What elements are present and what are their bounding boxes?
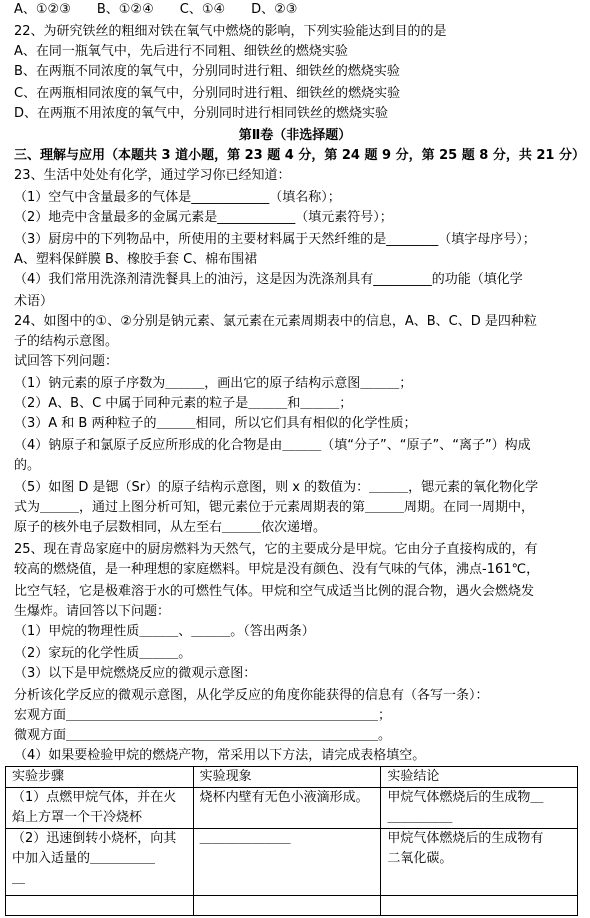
table-row — [6, 788, 578, 829]
q25-stem: 25、现在青岛家庭中的厨房燃料为天然气，它的主要成分是甲烷。它由分子直接构成的，有 — [14, 542, 538, 557]
step-text: 焰上方罩一个干冷烧杯 — [12, 810, 143, 825]
q25-3-prompt: 分析该化学反应的微观示意图，从化学反应的角度你能获得的信息有（各写一条）： — [14, 688, 489, 703]
q23-stem: 23、生活中处处有化学，通过学习你已经知道： — [14, 168, 291, 183]
step-text: 中加入适量的＿＿＿＿＿ — [12, 851, 156, 866]
conclusion-text: ＿＿＿＿＿ — [387, 810, 453, 825]
table-row-empty — [6, 896, 578, 916]
q23-4: （4）我们常用洗涤剂清洗餐具上的油污，这是因为洗涤剂具有_________的功能（填化学 — [14, 272, 523, 287]
conclusion-text: 二氧化碳。 — [387, 851, 453, 866]
q25-3-macro: 宏观方面＿＿＿＿＿＿＿＿＿＿＿＿＿＿＿＿＿＿＿＿＿＿＿＿； — [14, 708, 392, 723]
q24-4: （4）钠原子和氯原子反应所形成的化合物是由＿＿＿（填“分子”、“原子”、“离子”）构成 — [14, 438, 531, 453]
q24-5-cont2: 原子的核外电子层数相同，从左至右＿＿＿依次递增。 — [14, 520, 327, 535]
step-text: （1）点燃甲烷气体，并在火 — [12, 790, 177, 805]
q21-options: A、①②③ B、①②④ C、①④ D、②③ — [14, 2, 298, 17]
table-header-row — [6, 767, 578, 788]
q24-4-cont: 的。 — [14, 458, 41, 473]
q23-3-options: A、塑料保鲜膜 B、橡胶手套 C、棉布围裙 — [14, 252, 258, 267]
empty-cell — [381, 896, 578, 916]
q24-5-cont: 式为＿＿＿，通过上图分析可知，锶元素位于元素周期表的第＿＿＿周期。在同一周期中， — [14, 500, 535, 515]
phenomenon-cell — [193, 829, 381, 896]
section-title: 第Ⅱ卷（非选择题） — [238, 128, 352, 143]
header-phenomenon: 实验现象 — [193, 767, 381, 788]
q24-stem: 24、如图中的①、②分别是钠元素、氯元素在元素周期表中的信息，A、B、C、D 是四种粒 — [14, 314, 537, 329]
q25-2: （2）家玩的化学性质＿＿＿。 — [14, 646, 192, 661]
q24-3: （3）A 和 B 两种粒子的＿＿＿相同，所以它们具有相似的化学性质； — [14, 416, 417, 431]
q22-option-d: D、在两瓶不用浓度的氧气中，分别同时进行相同铁丝的燃烧实验 — [14, 106, 389, 121]
q23-2: （2）地壳中含量最多的金属元素是____________（填元素符号）； — [14, 210, 393, 225]
phenomenon-cell — [193, 788, 381, 829]
q22-option-a: A、在同一瓶氧气中，先后进行不同粗、细铁丝的燃烧实验 — [14, 44, 348, 59]
q25-4: （4）如果要检验甲烷的燃烧产物，常采用以下方法，请完成表格填空。 — [14, 748, 426, 763]
empty-cell — [6, 896, 194, 916]
header-conclusion: 实验结论 — [381, 767, 578, 788]
q24-stem-cont: 子的结构示意图。 — [14, 334, 119, 349]
phenomenon-text: ＿＿＿＿＿＿＿ — [199, 831, 291, 846]
q25-stem-2: 较高的燃烧值，是一种理想的家庭燃料。甲烷是没有颜色、没有气味的气体，沸点-161℃， — [14, 562, 540, 577]
conclusion-text: 甲烷气体燃烧后的生成物＿ — [387, 790, 544, 805]
q24-5: （5）如图 D 是锶（Sr）的原子结构示意图，则 x 的数值为：＿＿＿，锶元素的氧化物化学 — [14, 480, 539, 495]
empty-cell — [193, 896, 381, 916]
q23-1: （1）空气中含量最多的气体是____________（填名称）； — [14, 190, 341, 205]
experiment-table — [5, 766, 578, 916]
q25-3-micro: 微观方面＿＿＿＿＿＿＿＿＿＿＿＿＿＿＿＿＿＿＿＿＿＿＿＿。 — [14, 728, 392, 743]
q25-stem-3: 比空气轻，它是极难溶于水的可燃性气体。甲烷和空气成适当比例的混合物，遇火会燃烧发 — [14, 584, 535, 599]
q23-4-cont: 术语） — [14, 294, 54, 309]
q22-option-c: C、在两瓶相同浓度的氧气中，分别同时进行粗、细铁丝的燃烧实验 — [14, 86, 401, 101]
q24-prompt: 试回答下列问题： — [14, 354, 119, 369]
q25-stem-4: 生爆炸。请回答以下问题： — [14, 604, 171, 619]
q24-2: （2）A、B、C 中属于同种元素的粒子是＿＿＿和＿＿＿； — [14, 396, 353, 411]
conclusion-cell — [381, 788, 578, 829]
step-cell — [6, 829, 194, 896]
conclusion-cell — [381, 829, 578, 896]
conclusion-text: 甲烷气体燃烧后的生成物有 — [387, 831, 544, 846]
phenomenon-text: 烧杯内壁有无色小液滴形成。 — [199, 790, 369, 805]
q22-option-b: B、在两瓶不同浓度的氧气中，分别同时进行粗、细铁丝的燃烧实验 — [14, 64, 400, 79]
step-text: ＿ — [12, 871, 26, 886]
table-row — [6, 829, 578, 896]
q24-1: （1）钠元素的原子序数为＿＿＿，画出它的原子结构示意图＿＿＿； — [14, 376, 413, 391]
q22-stem: 22、为研究铁丝的粗细对铁在氧气中燃烧的影响，下列实验能达到目的的是 — [14, 24, 447, 39]
q25-1: （1）甲烷的物理性质＿＿＿、＿＿＿。（答出两条） — [14, 624, 315, 639]
q23-3: （3）厨房中的下列物品中，所使用的主要材料属于天然纤维的是________（填字母序号）； — [14, 232, 536, 247]
part-three-heading: 三、理解与应用（本题共 3 道小题，第 23 题 4 分，第 24 题 9 分，第 25 题 8 分，共 21 分） — [14, 148, 585, 163]
step-text: （2）迅速倒转小烧杯，向其 — [12, 831, 177, 846]
header-step: 实验步骤 — [6, 767, 194, 788]
q25-3: （3）以下是甲烷燃烧反应的微观示意图： — [14, 666, 257, 681]
step-cell — [6, 788, 194, 829]
